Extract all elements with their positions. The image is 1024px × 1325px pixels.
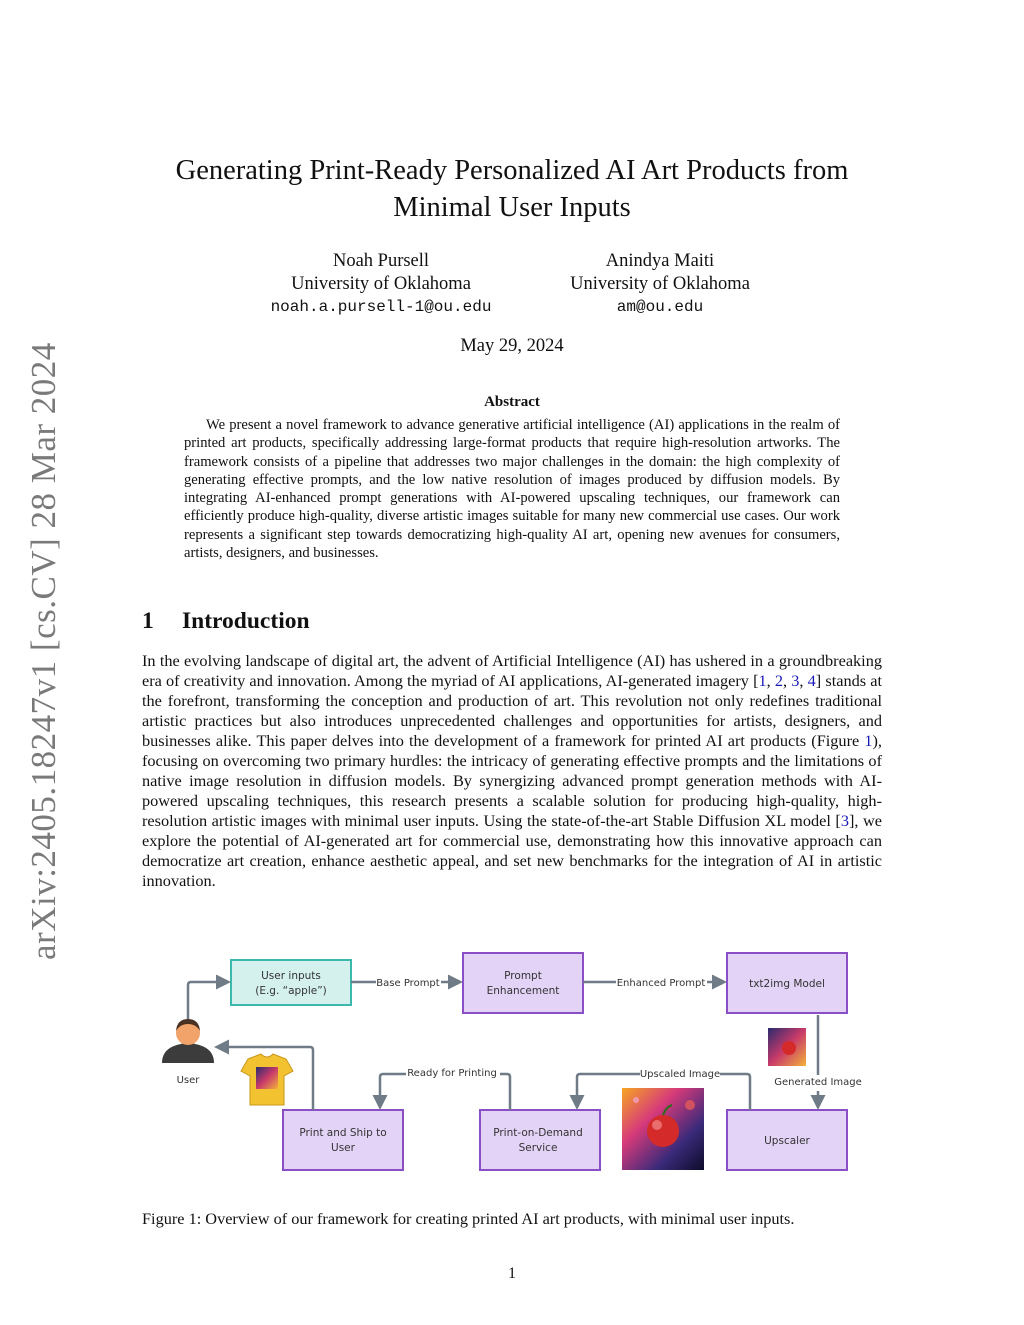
intro-paragraph [142,651,882,891]
generated-image-thumbnail [768,1028,806,1066]
print-ship-label-1: Print and Ship to [299,1127,387,1139]
paper-date: May 29, 2024 [460,336,564,356]
intro-text-part: , [799,671,808,690]
figure-caption: Figure 1: Overview of our framework for creating printed AI art products, with minimal user inputs. [142,1209,795,1228]
user-inputs-box [231,960,351,1005]
author-block-1 [241,250,521,319]
arrow-line [720,1074,750,1110]
pod-service-label-2: Service [518,1142,558,1154]
user-avatar-icon [162,1019,214,1063]
pod-service-box [480,1110,600,1170]
print-ship-label-2: User [331,1142,355,1154]
upscaler-label: Upscaler [764,1135,810,1147]
upscaled-image-label: Upscaled Image [639,1069,721,1080]
enhanced-prompt-label: Enhanced Prompt [616,978,706,989]
user-inputs-label: User inputs [261,970,321,982]
txt2img-label: txt2img Model [749,978,825,990]
author-email[interactable]: am@ou.edu [616,298,704,316]
abstract-text: We present a novel framework to advance generative artificial intelligence (AI) applications in the realm of printed art products, specifically addressing large-format products that require high-resolution artworks. The framework consists of a pipeline that addresses two major challenges in the domain: the high complexity of generating effective prompts, and the low native resolution of images produced by diffusion models. By integrating AI-enhanced prompt generations with AI-powered upscaling techniques, our framework can efficiently produce high-quality, diverse artistic images suitable for many new commercial use cases. Our work represents a significant step towards democratizing high-quality AI art, opening new avenues for consumers, artists, designers, and businesses. [184,417,840,562]
citation-link[interactable]: 2 [774,671,784,690]
title-line-1: Generating Print-Ready Personalized AI Art Products from [175,155,849,186]
intro-text-part: ), focusing on overcoming two primary hurdles: the intricacy of generating effective prompts and the limitations of native image resolution in diffusion models. By synergizing advanced prompt generation methods with AI-powered upscaling techniques, this research presents a scalable solution for producing high-quality, high-resolution artistic images with minimal user inputs. Using the state-of-the-art Stable Diffusion XL model [ [142,731,882,830]
arxiv-identifier: arXiv:2405.18247v1 [cs.CV] 28 Mar 2024 [24,342,63,960]
intro-text-part: In the evolving landscape of digital art, the advent of Artificial Intelligence (AI) has ushered in a groundbreaking era of creativity and innovation. Among the myriad of AI applications, AI-generated imagery [ [142,651,882,690]
intro-text-part: , [783,671,792,690]
arrow-line [188,982,228,1023]
citation-link[interactable]: 1 [758,671,767,690]
citation-link[interactable]: 3 [840,811,849,830]
prompt-enhancement-label-2: Enhancement [486,985,560,997]
section-title: Introduction [182,608,310,634]
pod-service-label-1: Print-on-Demand [493,1127,583,1139]
author-affiliation: University of Oklahoma [570,274,750,294]
section-number: 1 [142,608,154,634]
abstract-heading: Abstract [484,394,540,410]
ready-for-printing-label: Ready for Printing [407,1068,497,1079]
author-block-2 [520,250,800,319]
print-ship-box [283,1110,403,1170]
page-number: 1 [508,1265,516,1282]
author-name: Anindya Maiti [605,251,715,271]
figure-ref-link[interactable]: 1 [864,731,873,750]
paper-title [0,152,1024,226]
base-prompt-label: Base Prompt [376,978,440,989]
prompt-enhancement-box [463,953,583,1013]
title-line-2: Minimal User Inputs [393,192,631,223]
upscaled-art-image [622,1088,704,1170]
tshirt-icon [241,1054,293,1105]
arrow-line [380,1074,406,1107]
generated-image-label: Generated Image [774,1077,862,1088]
intro-text-part: ] stands at the forefront, transforming the conception and production of art. This revolution not only redefines traditional artistic practices but also introduces unprecedented challenges and opportunities for artists, designers, and businesses alike. This paper delves into the development of a framework for printed AI art products (Figure [142,671,882,750]
framework-diagram [150,945,880,1180]
section-heading [142,608,310,635]
citation-link[interactable]: 3 [791,671,800,690]
author-affiliation: University of Oklahoma [291,274,471,294]
author-name: Noah Pursell [332,251,430,271]
citation-link[interactable]: 4 [807,671,816,690]
intro-text-part: , [766,671,775,690]
prompt-enhancement-label-1: Prompt [504,970,542,982]
author-email[interactable]: noah.a.pursell-1@ou.edu [270,298,492,316]
intro-text-part: ], we explore the potential of AI-generated art for commercial use, demonstrating how this innovative approach can democratize art creation, enhance aesthetic appeal, and set new benchmarks for the integration of AI in artistic innovation. [142,811,882,890]
user-inputs-example: (E.g. “apple”) [255,985,327,997]
user-label: User [176,1075,200,1086]
arrow-line [500,1074,510,1110]
